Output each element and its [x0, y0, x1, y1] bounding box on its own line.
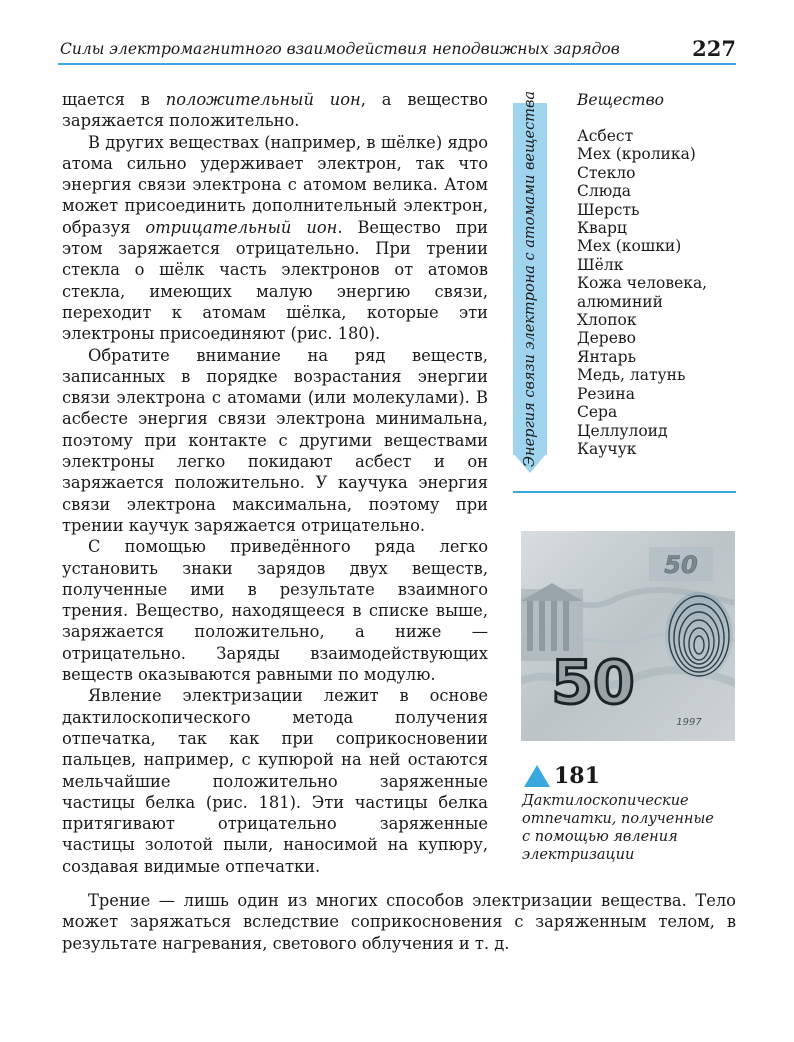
paragraph-6: Трение — лишь один из многих способов электризации вещества. Тело может заряжаться вследствие соприкосновения с заряженным телом, в результате нагревания, светового облучения и т. д. — [62, 891, 736, 953]
series-item: Хлопок — [577, 311, 637, 330]
running-header-title: Силы электромагнитного взаимодействия неподвижных зарядов — [60, 40, 620, 58]
triboelectric-series-list — [577, 127, 707, 458]
header-divider — [58, 63, 736, 65]
caption-line: Дактилоскопические — [522, 793, 689, 809]
banknote-illustration — [521, 531, 735, 741]
series-item: Медь, латунь — [577, 366, 686, 385]
energy-arrow — [513, 90, 547, 473]
paragraph-5: Явление электризации лежит в основе дактилоскопического метода получения отпечатка, так как при соприкосновении пальцев, например, с купюрой на ней остаются мельчайшие положительно заряженные частицы белка (рис. 181). Эти частицы белка притягивают отрицательно заряженные частицы золотой пыли, наносимой на купюру, создавая видимые отпечатки. — [62, 686, 488, 876]
series-header: Вещество — [577, 91, 664, 109]
paragraph-1 — [62, 89, 488, 132]
triangle-marker-icon — [524, 765, 550, 787]
series-item: Шёлк — [577, 255, 624, 274]
series-item: Слюда — [577, 182, 631, 201]
series-item: Стекло — [577, 163, 636, 182]
series-item: Мех (кролика) — [577, 145, 696, 164]
caption-line: с помощью явления — [522, 829, 678, 845]
energy-arrow-label: Энергия связи электрона с атомами вещества — [522, 90, 538, 468]
paragraph-3: Обратите внимание на ряд веществ, записанных в порядке возрастания энергии связи электрона с атомами (или молекулами). В асбесте энергия связи электрона минимальна, поэтому при контакте с другими веществами электроны легко покидают асбест и он заряжается положительно. У каучука энергия связи электрона максимальна, поэтому при трении каучук заряжается отрицательно. — [62, 345, 488, 535]
series-item: Асбест — [577, 127, 634, 145]
series-item: Дерево — [577, 329, 636, 348]
figure-number-label: 181 — [554, 763, 600, 789]
series-item: Мех (кошки) — [577, 237, 682, 256]
main-text-column — [62, 89, 488, 877]
figure-caption — [522, 792, 736, 864]
banknote-small-value: 50 — [664, 551, 698, 579]
series-item: Целлулоид — [577, 421, 668, 440]
series-item: Каучук — [577, 439, 637, 458]
fingerprint-icon — [665, 592, 733, 680]
series-item: Кожа человека, — [577, 274, 708, 293]
series-item: Резина — [577, 384, 635, 403]
series-item: алюминий — [577, 292, 663, 311]
series-item: Шерсть — [577, 200, 640, 219]
paragraph-1-start: щается в — [62, 90, 166, 109]
term-negative-ion: отрицательный ион — [145, 217, 338, 237]
term-positive-ion: положительный ион — [165, 90, 361, 109]
series-item: Кварц — [577, 219, 627, 238]
banknote-fingerprint-figure — [521, 531, 735, 741]
caption-line: электризации — [522, 847, 635, 863]
paragraph-2-end: . Вещество при этом заряжается отрицательно. При трении стекла о шёлк часть электронов от атомов стекла, имеющих малую энергию связи, переходит к атомам шёлка, которые эти электроны присоединяют (рис. 180). — [62, 217, 488, 344]
paragraph-2 — [62, 132, 488, 345]
series-item: Сера — [577, 403, 618, 422]
paragraph-1-end: , а вещество заряжается положительно. — [62, 90, 488, 131]
paragraph-2-start: В других веществах (например, в шёлке) ядро атома сильно удерживает электрон, так что энергия связи электрона с атомом велика. Атом может присоединить дополнительный электрон, образуя — [62, 132, 488, 237]
banknote-large-value: 50 — [551, 648, 635, 718]
caption-line: отпечатки, полученные — [522, 811, 714, 827]
page-number: 227 — [692, 36, 736, 61]
side-divider — [513, 491, 736, 493]
series-item: Янтарь — [577, 347, 637, 366]
paragraph-4: С помощью приведённого ряда легко установить знаки зарядов двух веществ, полученные ими в результате взаимного трения. Вещество, находящееся в списке выше, заряжается положительно, а ниже — отрицательно. Заряды взаимодействующих веществ оказываются равными по модулю. — [62, 537, 488, 685]
banknote-year: 1997 — [676, 717, 702, 728]
